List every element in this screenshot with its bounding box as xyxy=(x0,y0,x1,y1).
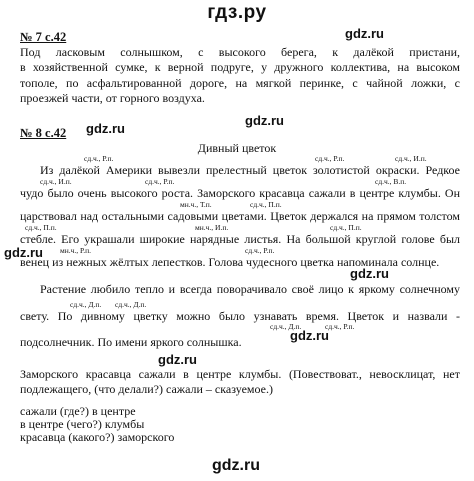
analysis-line: подлежащего, (что делали?) сажали – сказуемое.) xyxy=(20,382,273,396)
grammar-note: сд.ч., И.п. xyxy=(40,177,72,186)
phrase-line: сажали (где?) в центре xyxy=(20,404,136,418)
task7-line: в хозяйственной сумке, к верной подруге, у дружного коллектива, на высоком xyxy=(20,60,460,74)
grammar-note: мн.ч., И.п. xyxy=(195,223,229,232)
task7-heading: № 7 с.42 xyxy=(20,30,67,44)
site-title: гдз.ру xyxy=(207,2,267,23)
watermark: gdz.ru xyxy=(290,328,329,343)
task7-line: Под ласковым солнышком, с высокого берега, к далёкой пристани, xyxy=(20,45,460,59)
grammar-note: сд.ч., П.п. xyxy=(330,223,362,232)
grammar-note: сд.ч., Д.п. xyxy=(115,300,147,309)
text-line: свету. По дивному цветку можно было узнавать время. Цветок и назвали - xyxy=(20,309,460,323)
watermark: gdz.ru xyxy=(212,457,260,474)
grammar-note: сд.ч., Д.п. xyxy=(70,300,102,309)
text-line: стебле. Его украшали широкие нарядные листья. На большой круглой голове был xyxy=(20,232,460,246)
grammar-note: сд.ч., П.п. xyxy=(25,223,57,232)
watermark: gdz.ru xyxy=(158,352,197,367)
grammar-note: сд.ч., Р.п. xyxy=(325,322,355,331)
analysis-line: Заморского красавца сажали в центре клумбы. (Повествоват., невосклицат, нет xyxy=(20,367,460,381)
text-line: Из далёкой Америки вывезли прелестный цветок золотистой окраски. Редкое xyxy=(40,163,460,177)
text-line: Растение любило тепло и всегда поворачивало своё лицо к яркому солнечному xyxy=(40,282,460,296)
grammar-note: мн.ч., Т.п. xyxy=(180,200,212,209)
grammar-note: сд.ч., Р.п. xyxy=(315,154,345,163)
poem-title: Дивный цветок xyxy=(197,141,277,155)
phrase-line: красавца (какого?) заморского xyxy=(20,430,175,444)
task8-heading: № 8 с.42 xyxy=(20,126,67,140)
text-line: чудо было очень высокого роста. Заморского красавца сажали в центре клумбы. Он xyxy=(20,186,460,200)
task7-line: тополе, по асфальтированной дороге, на мягкой перинке, с чайной ложки, с xyxy=(20,76,460,90)
task7-line: проезжей части, от горного воздуха. xyxy=(20,91,205,105)
text-line: венец из нежных жёлтых лепестков. Голова чудесного цветка напоминала солнце. xyxy=(20,255,440,269)
watermark: gdz.ru xyxy=(350,266,389,281)
grammar-note: сд.ч., В.п. xyxy=(375,177,407,186)
grammar-note: сд.ч., Р.п. xyxy=(245,246,275,255)
grammar-note: сд.ч., П.п. xyxy=(250,200,282,209)
watermark: gdz.ru xyxy=(345,26,384,41)
text-line: царствовал над остальными садовыми цветами. Цветок держался на прямом толстом xyxy=(20,209,460,223)
grammar-note: сд.ч., Д.п. xyxy=(270,322,302,331)
text-line: подсолнечник. По имени яркого солнышка. xyxy=(20,335,242,349)
grammar-note: сд.ч., И.п. xyxy=(395,154,427,163)
grammar-note: сд.ч., Р.п. xyxy=(84,154,114,163)
watermark: gdz.ru xyxy=(4,245,43,260)
grammar-note: мн.ч., Р.п. xyxy=(60,246,92,255)
watermark: gdz.ru xyxy=(245,113,284,128)
grammar-note: сд.ч., Р.п. xyxy=(145,177,175,186)
phrase-line: в центре (чего?) клумбы xyxy=(20,417,145,431)
watermark: gdz.ru xyxy=(86,121,125,136)
